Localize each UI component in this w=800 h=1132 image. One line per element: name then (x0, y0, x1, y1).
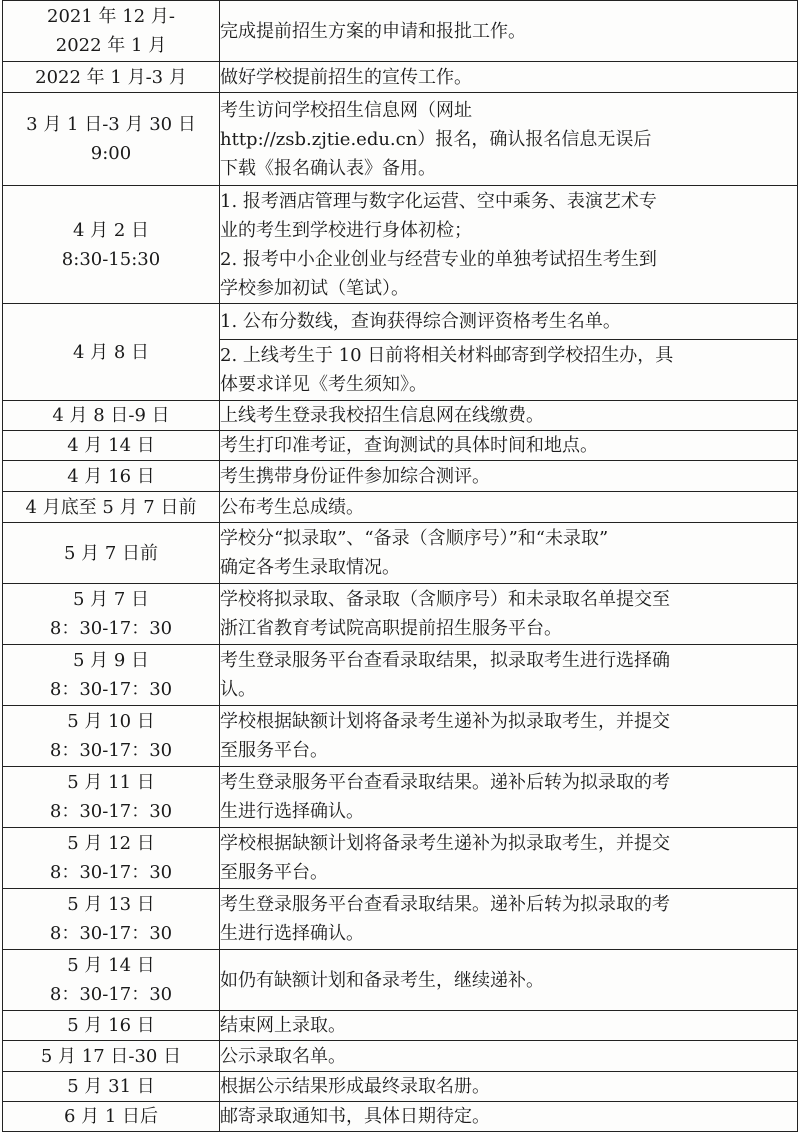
date-cell (3, 401, 220, 431)
date-cell (3, 828, 220, 889)
description-line: 学校将拟录取、备录取（含顺序号）和未录取名单提交至 (220, 589, 670, 610)
description-cell (220, 401, 798, 431)
date-line: 4 月 14 日 (67, 435, 155, 456)
description-cell (220, 93, 798, 186)
description-cell (220, 62, 798, 93)
date-line: 8：30-17：30 (49, 740, 173, 761)
date-line: 6 月 1 日后 (63, 1106, 159, 1127)
table-row (3, 950, 798, 1011)
description-line: 考生登录服务平台查看录取结果，拟录取考生进行选择确 (220, 650, 670, 671)
description-line: 上线考生登录我校招生信息网在线缴费。 (220, 405, 544, 426)
date-cell (3, 93, 220, 186)
date-line: 5 月 9 日 (72, 650, 150, 671)
date-cell (3, 950, 220, 1011)
date-cell (3, 461, 220, 492)
description-line: 学校根据缺额计划将备录考生递补为拟录取考生，并提交 (220, 711, 670, 732)
description-line: 如仍有缺额计划和备录考生，继续递补。 (220, 969, 544, 991)
date-line: 2021 年 12 月- (47, 6, 175, 27)
description-cell (220, 1041, 798, 1072)
date-line: 8：30-17：30 (49, 862, 173, 883)
description-line: 至服务平台。 (220, 862, 328, 883)
date-line: 5 月 11 日 (67, 772, 155, 793)
description-line: 1. 报考酒店管理与数字化运营、空中乘务、表演艺术专 (220, 190, 657, 212)
table-row (3, 186, 798, 304)
date-cell (3, 62, 220, 93)
table-row (3, 645, 798, 706)
description-cell (220, 1072, 798, 1102)
description-line: 考生打印准考证，查询测试的具体时间和地点。 (220, 435, 598, 456)
description-line: 考生访问学校招生信息网（网址 (220, 99, 472, 121)
description-line: 业的考生到学校进行身体初检； (220, 219, 472, 241)
description-cell (220, 645, 798, 706)
date-cell (3, 1, 220, 62)
table-row (3, 1102, 798, 1132)
description-line: 生进行选择确认。 (220, 801, 364, 822)
description-line: 2. 报考中小企业创业与经营专业的单独考试招生考生到 (220, 248, 657, 270)
date-line: 5 月 7 日 (72, 589, 150, 610)
table-row (3, 1, 798, 62)
table-row (3, 1011, 798, 1041)
description-line: 认。 (220, 679, 256, 700)
table-row (3, 304, 798, 340)
date-line: 4 月 8 日 (72, 341, 150, 363)
date-cell (3, 706, 220, 767)
description-cell (220, 340, 798, 401)
date-line: 2022 年 1 月-3 月 (35, 66, 187, 88)
description-line: 考生携带身份证件参加综合测评。 (220, 465, 490, 487)
description-line: http://zsb.zjtie.edu.cn）报名，确认报名信息无误后 (220, 128, 652, 150)
date-line: 8：30-17：30 (49, 984, 173, 1005)
description-cell (220, 304, 798, 340)
description-line: 1. 公布分数线，查询获得综合测评资格考生名单。 (220, 311, 621, 332)
table-row (3, 706, 798, 767)
description-line: 考生登录服务平台查看录取结果。递补后转为拟录取的考 (220, 772, 670, 793)
date-cell (3, 492, 220, 523)
date-line: 5 月 12 日 (67, 833, 155, 854)
date-cell (3, 1041, 220, 1072)
description-line: 生进行选择确认。 (220, 923, 364, 944)
description-line: 体要求详见《考生须知》。 (220, 374, 427, 395)
table-row (3, 1072, 798, 1102)
description-line: 2. 上线考生于 10 日前将相关材料邮寄到学校招生办，具 (220, 345, 674, 366)
date-cell (3, 645, 220, 706)
description-cell (220, 767, 798, 828)
date-cell (3, 431, 220, 461)
date-line: 5 月 13 日 (67, 894, 155, 915)
description-line: 根据公示结果形成最终录取名册。 (220, 1076, 490, 1097)
date-line: 8：30-17：30 (49, 801, 173, 822)
table-row (3, 828, 798, 889)
description-cell (220, 431, 798, 461)
description-line: 学校分“拟录取”、“备录（含顺序号）”和“未录取” (220, 528, 609, 549)
description-line: 下载《报名确认表》备用。 (220, 157, 436, 179)
date-line: 5 月 10 日 (67, 711, 155, 732)
description-cell (220, 950, 798, 1011)
description-cell (220, 461, 798, 492)
description-cell (220, 706, 798, 767)
description-cell (220, 492, 798, 523)
date-cell (3, 1102, 220, 1132)
description-line: 公示录取名单。 (220, 1045, 346, 1067)
table-row (3, 93, 798, 186)
description-cell (220, 523, 798, 584)
date-cell (3, 767, 220, 828)
date-line: 5 月 31 日 (67, 1076, 155, 1097)
table-row (3, 62, 798, 93)
description-line: 学校根据缺额计划将备录考生递补为拟录取考生，并提交 (220, 833, 670, 854)
description-line: 至服务平台。 (220, 740, 328, 761)
date-line: 8：30-17：30 (49, 923, 173, 944)
description-cell (220, 1, 798, 62)
date-line: 4 月 16 日 (67, 465, 155, 487)
description-line: 学校参加初试（笔试）。 (220, 277, 409, 299)
date-line: 4 月底至 5 月 7 日前 (25, 496, 197, 518)
description-line: 完成提前招生方案的申请和报批工作。 (220, 20, 526, 42)
description-cell (220, 889, 798, 950)
description-line: 考生登录服务平台查看录取结果。递补后转为拟录取的考 (220, 894, 670, 915)
description-cell (220, 1011, 798, 1041)
description-line: 做好学校提前招生的宣传工作。 (220, 66, 472, 88)
date-cell (3, 304, 220, 401)
date-cell (3, 523, 220, 584)
table-row (3, 889, 798, 950)
table-row (3, 492, 798, 523)
description-line: 结束网上录取。 (220, 1015, 346, 1036)
table-row (3, 767, 798, 828)
date-line: 4 月 2 日 (72, 219, 150, 241)
table-row (3, 461, 798, 492)
description-cell (220, 186, 798, 304)
schedule-table (2, 0, 798, 1132)
date-cell (3, 584, 220, 645)
date-line: 5 月 16 日 (67, 1015, 155, 1036)
date-line: 4 月 8 日-9 日 (52, 405, 170, 426)
table-row (3, 523, 798, 584)
description-line: 公布考生总成绩。 (220, 496, 364, 518)
description-cell (220, 584, 798, 645)
table-row (3, 431, 798, 461)
date-line: 5 月 7 日前 (63, 542, 159, 564)
date-cell (3, 1011, 220, 1041)
date-line: 3 月 1 日-3 月 30 日 (26, 114, 196, 135)
description-cell (220, 828, 798, 889)
table-row (3, 584, 798, 645)
description-line: 确定各考生录取情况。 (220, 557, 400, 578)
date-line: 8：30-17：30 (49, 679, 173, 700)
table-row (3, 401, 798, 431)
table-row (3, 1041, 798, 1072)
date-line: 9:00 (90, 143, 132, 164)
description-line: 浙江省教育考试院高职提前招生服务平台。 (220, 618, 562, 639)
date-line: 8:30-15:30 (61, 248, 161, 270)
description-line: 邮寄录取通知书，具体日期待定。 (220, 1106, 490, 1127)
date-line: 5 月 14 日 (67, 955, 155, 976)
date-line: 8：30-17：30 (49, 618, 173, 639)
date-line: 5 月 17 日-30 日 (40, 1045, 182, 1067)
date-cell (3, 186, 220, 304)
date-line: 2022 年 1 月 (55, 35, 167, 56)
description-cell (220, 1102, 798, 1132)
date-cell (3, 889, 220, 950)
date-cell (3, 1072, 220, 1102)
